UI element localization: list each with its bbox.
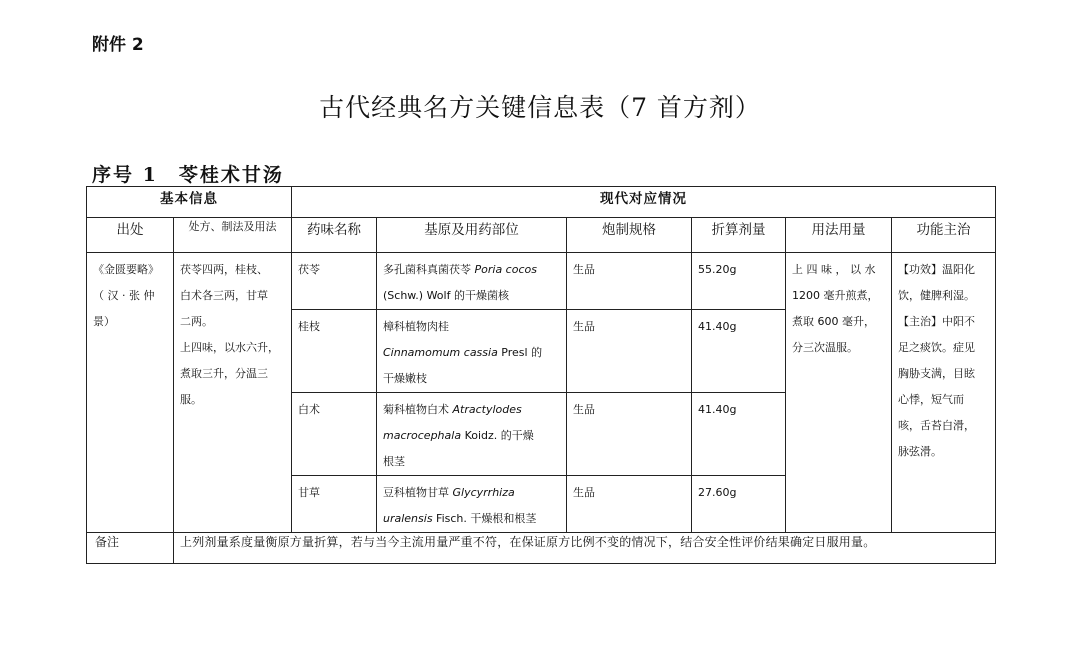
herb-dose: 41.40g	[692, 310, 786, 393]
prescription-cell	[174, 253, 292, 533]
herb-processing: 生品	[567, 253, 692, 310]
prescription-info-table	[86, 186, 996, 564]
function-line: 饮，健脾利湿。	[898, 289, 975, 302]
prescription-line: 茯苓四两，桂枝、	[180, 263, 268, 276]
group-header-basic: 基本信息	[87, 187, 292, 218]
usage-line: 煮取 600 毫升，	[792, 315, 875, 328]
prescription-line: 煮取三升，分温三	[180, 367, 268, 380]
function-line: 脉弦滑。	[898, 445, 942, 458]
prescription-line: 二两。	[180, 315, 213, 328]
col-header-function: 功能主治	[892, 218, 996, 253]
col-header-origin: 基原及用药部位	[377, 218, 567, 253]
col-header-herb-name: 药味名称	[292, 218, 377, 253]
herb-dose: 55.20g	[692, 253, 786, 310]
usage-line: 1200 毫升煎煮，	[792, 289, 879, 302]
herb-name: 茯苓	[292, 253, 377, 310]
prescription-line: 白术各三两，甘草	[180, 289, 268, 302]
usage-line: 上 四 味 ， 以 水	[792, 263, 876, 276]
source-line: 《金匮要略》	[93, 263, 159, 276]
col-header-processing: 炮制规格	[567, 218, 692, 253]
function-line: 咳，舌苔白滑，	[898, 419, 975, 432]
prescription-line: 服。	[180, 393, 202, 406]
function-line: 胸胁支满，目眩	[898, 367, 975, 380]
function-cell	[892, 253, 996, 533]
usage-line: 分三次温服。	[792, 341, 858, 354]
source-line: 景）	[93, 315, 115, 328]
herb-processing: 生品	[567, 476, 692, 533]
herb-name: 白术	[292, 393, 377, 476]
herb-dose: 27.60g	[692, 476, 786, 533]
function-line: 【功效】温阳化	[898, 263, 975, 276]
herb-processing: 生品	[567, 310, 692, 393]
col-header-prescription: 处方、制法及用法	[174, 218, 292, 253]
herb-origin: 樟科植物肉桂 Cinnamomum cassia Presl 的 干燥嫩枝	[377, 310, 567, 393]
usage-cell	[786, 253, 892, 533]
herb-name: 甘草	[292, 476, 377, 533]
herb-dose: 41.40g	[692, 393, 786, 476]
col-header-dose: 折算剂量	[692, 218, 786, 253]
herb-name: 桂枝	[292, 310, 377, 393]
col-header-source: 出处	[87, 218, 174, 253]
herb-origin: 菊科植物白术 Atractylodes macrocephala Koidz. 的干燥 根茎	[377, 393, 567, 476]
source-cell	[87, 253, 174, 533]
section-title: 序号 1 苓桂术甘汤	[92, 164, 284, 186]
note-text: 上列剂量系度量衡原方量折算，若与当今主流用量严重不符，在保证原方比例不变的情况下，结合安全性评价结果确定日服用量。	[174, 533, 996, 564]
function-line: 【主治】中阳不	[898, 315, 975, 328]
note-label: 备注	[87, 533, 174, 564]
herb-processing: 生品	[567, 393, 692, 476]
col-header-usage: 用法用量	[786, 218, 892, 253]
function-line: 心悸，短气而	[898, 393, 964, 406]
function-line: 足之痰饮。症见	[898, 341, 975, 354]
prescription-line: 上四味，以水六升，	[180, 341, 279, 354]
group-header-modern: 现代对应情况	[292, 187, 996, 218]
page-title: 古代经典名方关键信息表（7 首方剂）	[319, 93, 761, 122]
source-line: （ 汉 · 张 仲	[93, 289, 155, 302]
herb-origin: 豆科植物甘草 Glycyrrhiza uralensis Fisch. 干燥根和根茎	[377, 476, 567, 533]
attachment-label: 附件 2	[92, 35, 144, 55]
herb-origin: 多孔菌科真菌茯苓 Poria cocos (Schw.) Wolf 的干燥菌核	[377, 253, 567, 310]
